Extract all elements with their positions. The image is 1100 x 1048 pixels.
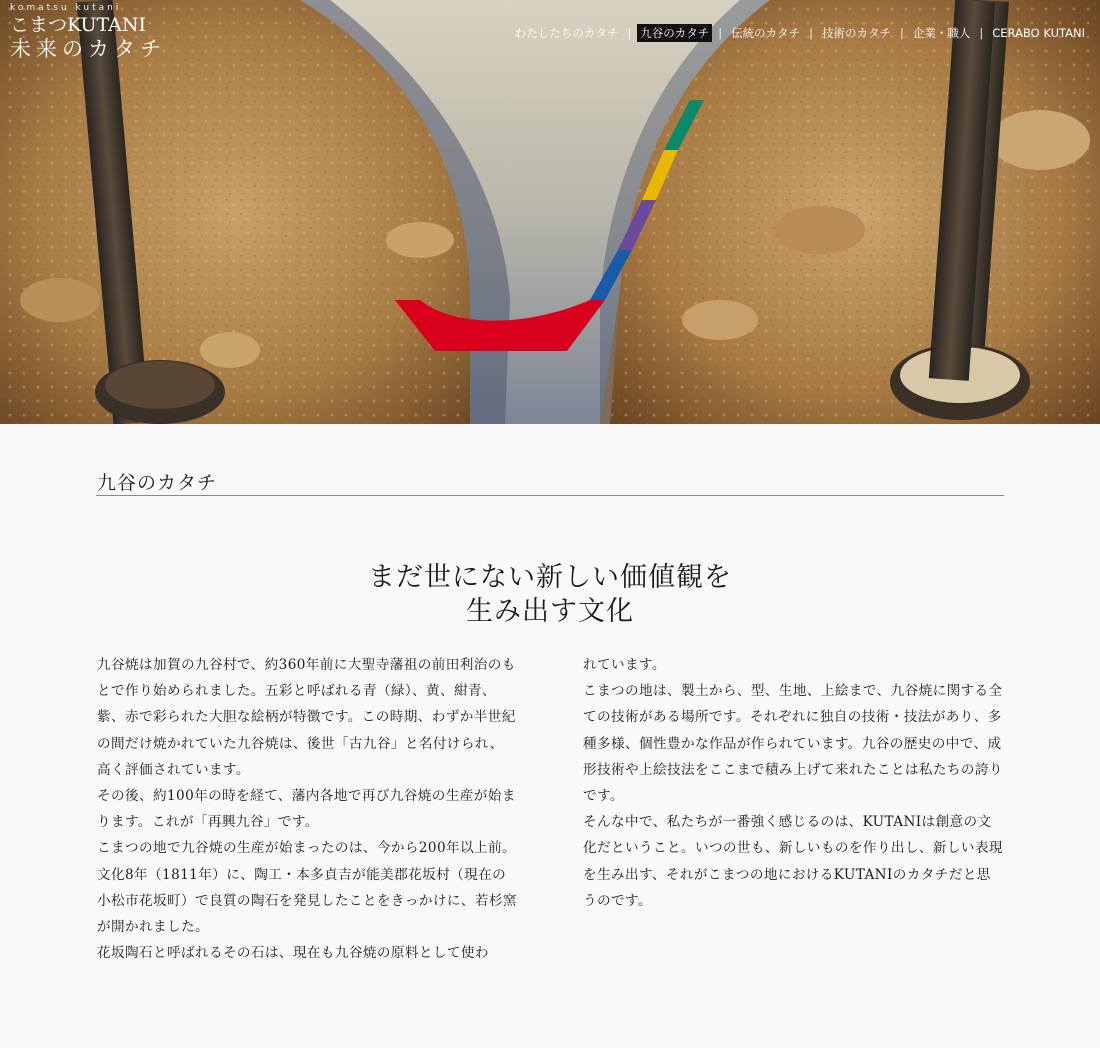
nav-separator: | [809,26,814,40]
nav-separator: | [718,26,723,40]
nav-separator: | [900,26,904,40]
kutani-five-color-mark-icon [0,0,1100,424]
body-paragraph: その後、約100年の時を経て、藩内各地で再び九谷焼の生産が始まります。これが「再興九谷」です。 [97,788,516,831]
global-nav [512,24,1088,42]
headline [0,561,1100,629]
body-paragraph: そんな中で、私たちが一番強く感じるのは、KUTANIは創意の文化だということ。いつの世も、新しいものを作り出し、新しい表現を生み出す、それがこまつの地におけるKUTANIのカタチだと思うのです。 [583,814,1003,909]
body-paragraph: 九谷焼は加賀の九谷村で、約360年前に大聖寺藩祖の前田利治のもとで作り始められました。五彩と呼ばれる青（緑）、黄、紺青、紫、赤で彩られた大胆な絵柄が特徴です。この時期、わずか半世紀の間だけ焼かれていた九谷焼は、後世「古九谷」と名付けられ、高く評価されています。 [97,657,516,778]
body-paragraph: れています。 [583,657,666,673]
logo-subtitle: 未来のカタチ [10,37,166,61]
nav-separator: | [979,26,984,40]
nav-item-kutani[interactable]: 九谷のカタチ [637,24,712,42]
nav-separator: | [627,26,632,40]
body-column-left [97,652,517,966]
headline-line-1: まだ世にない新しい価値観を [368,562,732,593]
site-logo[interactable] [10,2,166,62]
hero-image [0,0,1100,424]
body-paragraph: 花坂陶石と呼ばれるその石は、現在も九谷焼の原料として使わ [97,945,489,962]
nav-item-cerabo[interactable]: CERABO KUTANI [992,26,1085,40]
nav-item-kigyou[interactable]: 企業・職人 [912,26,971,40]
logo-title: こまつKUTANI [10,14,147,36]
body-paragraph: こまつの地で九谷焼の生産が始まったのは、今から200年以上前。文化8年（1811年）に、陶工・本多貞吉が能美郡花坂村（現在の小松市花坂町）で良質の陶石を発見したことをきっかけに、若杉窯が開かれました。 [97,840,517,936]
body-paragraph: こまつの地は、製土から、型、生地、上絵まで、九谷焼に関する全ての技術がある場所です。それぞれに独自の技術・技法があり、多種多様、個性豊かな作品が作られています。九谷の歴史の中で、成形技術や上絵技法をここまで積み上げて来れたことは私たちの誇りです。 [583,683,1003,805]
nav-item-gijutsu[interactable]: 技術のカタチ [822,26,892,40]
section-title: 九谷のカタチ [97,472,218,494]
headline-line-2: 生み出す文化 [466,596,634,627]
logo-romaji: komatsu kutani [10,3,122,13]
section-divider [96,495,1004,496]
nav-item-dentou[interactable]: 伝統のカタチ [731,26,801,40]
body-column-right [583,652,1003,914]
nav-item-watashitachi[interactable]: わたしたちのカタチ [514,26,619,40]
